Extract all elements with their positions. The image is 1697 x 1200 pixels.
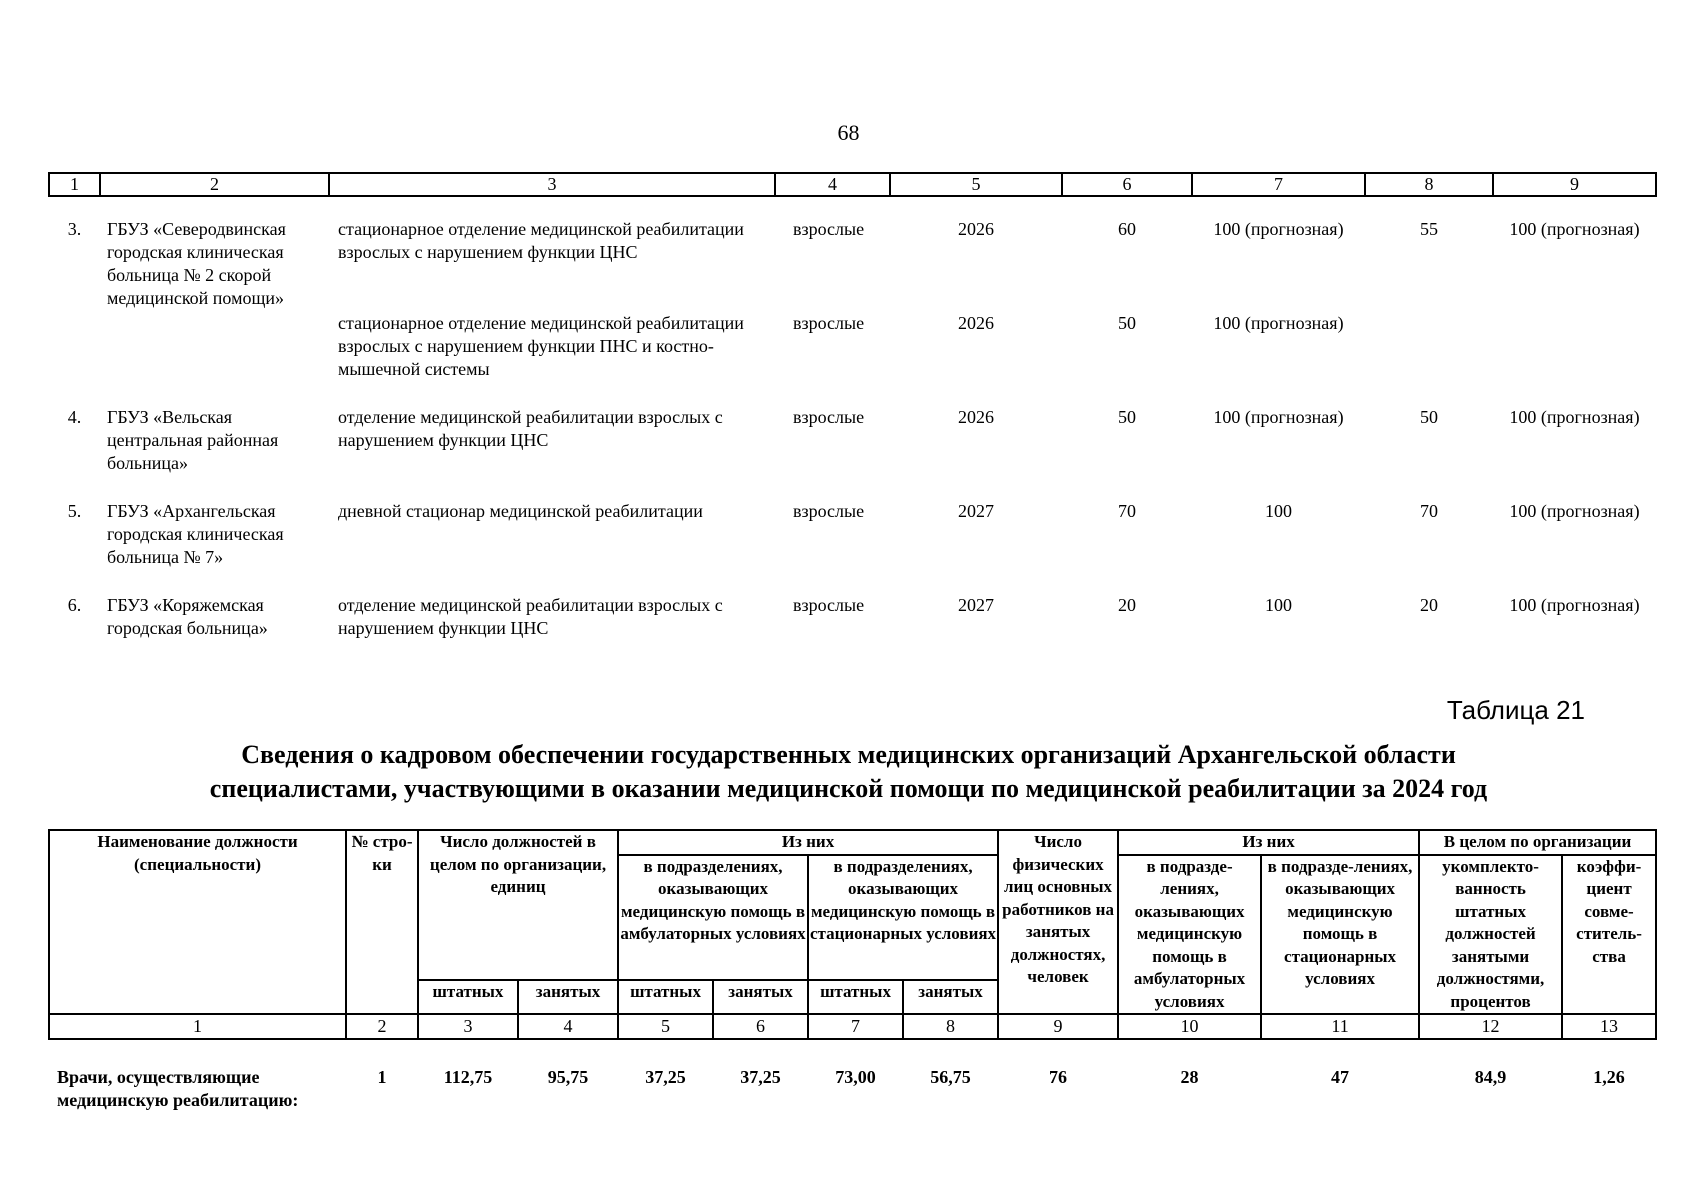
header-individuals: Число физических лиц основных работников на занятых должностях, человек — [998, 830, 1118, 1014]
value-col7: 100 (прогнозная) — [1213, 219, 1344, 239]
value-col6: 70 — [1118, 501, 1136, 521]
facilities-table — [48, 172, 1657, 654]
value-col6: 20 — [1118, 595, 1136, 615]
header-of-them: Из них — [618, 830, 998, 855]
value-col7: 100 — [1265, 501, 1292, 521]
table-title — [0, 738, 1697, 806]
value-col8: 55 — [1420, 219, 1438, 239]
column-number: 10 — [1118, 1014, 1261, 1039]
patient-type: взрослые — [793, 313, 865, 333]
header-ind-amb: в подразде-лениях, оказывающих медицинскую помощь в амбулаторных условиях — [1118, 855, 1261, 1015]
column-number: 5 — [618, 1014, 713, 1039]
column-number: 8 — [903, 1014, 998, 1039]
header-occupied: занятых — [518, 980, 618, 1014]
column-number: 6 — [1062, 173, 1192, 196]
cell-value: 84,9 — [1474, 1067, 1507, 1087]
year: 2027 — [958, 595, 994, 615]
column-number: 9 — [1493, 173, 1656, 196]
column-number: 4 — [775, 173, 890, 196]
value-col9 — [1493, 312, 1656, 406]
value-col7: 100 (прогнозная) — [1213, 313, 1344, 333]
cell-value: 73,00 — [835, 1067, 876, 1087]
column-number: 9 — [998, 1014, 1118, 1039]
organization-name: ГБУЗ «Северодвинская городская клиническая больница № 2 скорой медицинской помощи» — [107, 219, 286, 308]
column-number: 1 — [49, 1014, 346, 1039]
department-name: отделение медицинской реабилитации взрослых с нарушением функции ЦНС — [338, 407, 723, 450]
value-col8: 50 — [1420, 407, 1438, 427]
header-occupied: занятых — [713, 980, 808, 1014]
position-name: Врачи, осуществляющие медицинскую реабилитацию: — [57, 1067, 299, 1110]
header-staff: штатных — [618, 980, 713, 1014]
column-number: 13 — [1562, 1014, 1656, 1039]
value-col9: 100 (прогнозная) — [1509, 501, 1640, 521]
column-number: 1 — [49, 173, 100, 196]
column-number: 3 — [329, 173, 775, 196]
row-number: 5. — [67, 501, 82, 521]
header-staff: штатных — [808, 980, 903, 1014]
header-positions-total: Число должностей в целом по организации, единиц — [418, 830, 618, 980]
cell-value: 56,75 — [930, 1067, 971, 1087]
value-col7: 100 — [1265, 595, 1292, 615]
row-number: 4. — [67, 407, 82, 427]
column-number: 4 — [518, 1014, 618, 1039]
column-number: 8 — [1365, 173, 1493, 196]
value-col9: 100 (прогнозная) — [1509, 219, 1640, 239]
table-row — [49, 218, 1656, 312]
year: 2026 — [958, 407, 994, 427]
year: 2027 — [958, 501, 994, 521]
department-name: стационарное отделение медицинской реабилитации взрослых с нарушением функции ЦНС — [338, 219, 744, 262]
header-staff: штатных — [418, 980, 518, 1014]
organization-name: ГБУЗ «Вельская центральная районная больница» — [107, 407, 279, 473]
value-col8: 20 — [1420, 595, 1438, 615]
table-title-line: специалистами, участвующими в оказании медицинской помощи по медицинской реабилитации за 2024 год — [209, 774, 1488, 803]
value-col6: 60 — [1118, 219, 1136, 239]
patient-type: взрослые — [793, 595, 865, 615]
page-number: 68 — [837, 120, 860, 145]
table-row — [49, 500, 1656, 594]
header-of-them: Из них — [1118, 830, 1419, 855]
header-ind-stat: в подразде-лениях, оказывающих медицинскую помощь в стационарных условиях — [1261, 855, 1419, 1015]
header-occupied: занятых — [903, 980, 998, 1014]
row-number: 6. — [67, 595, 82, 615]
row-number: 1 — [377, 1067, 387, 1087]
header-staffing: укомплекто-ванность штатных должностей занятыми должностями, процентов — [1419, 855, 1562, 1015]
department-name: отделение медицинской реабилитации взрослых с нарушением функции ЦНС — [338, 595, 723, 638]
header-stat-units: в подразделениях, оказывающих медицинскую помощь в стационарных условиях — [808, 855, 998, 981]
organization-name: ГБУЗ «Коряжемская городская больница» — [107, 595, 268, 638]
table-row — [49, 1066, 1656, 1112]
column-number: 3 — [418, 1014, 518, 1039]
department-name: дневной стационар медицинской реабилитации — [338, 501, 703, 521]
year: 2026 — [958, 219, 994, 239]
patient-type: взрослые — [793, 501, 865, 521]
column-number: 2 — [346, 1014, 418, 1039]
column-number: 5 — [890, 173, 1062, 196]
column-number: 7 — [1192, 173, 1365, 196]
column-number: 6 — [713, 1014, 808, 1039]
column-number: 7 — [808, 1014, 903, 1039]
cell-value: 28 — [1180, 1067, 1199, 1087]
table-row — [49, 594, 1656, 654]
value-col9: 100 (прогнозная) — [1509, 595, 1640, 615]
column-number: 12 — [1419, 1014, 1562, 1039]
patient-type: взрослые — [793, 219, 865, 239]
cell-value: 1,26 — [1593, 1067, 1625, 1087]
cell-value: 112,75 — [443, 1067, 493, 1087]
year: 2026 — [958, 313, 994, 333]
column-number: 11 — [1261, 1014, 1419, 1039]
value-col9: 100 (прогнозная) — [1509, 407, 1640, 427]
table-title-line: Сведения о кадровом обеспечении государственных медицинских организаций Архангельской области — [241, 740, 1456, 769]
value-col8 — [1365, 312, 1493, 406]
cell-value: 76 — [1049, 1067, 1068, 1087]
row-number: 3. — [67, 219, 82, 239]
value-col8: 70 — [1420, 501, 1438, 521]
header-row-number: № стро-ки — [346, 830, 418, 1014]
table-row — [49, 406, 1656, 500]
header-org-total: В целом по организации — [1419, 830, 1656, 855]
cell-value: 37,25 — [740, 1067, 781, 1087]
department-name: стационарное отделение медицинской реабилитации взрослых с нарушением функции ПНС и костно-мышечной системы — [338, 313, 744, 379]
header-coefficient: коэффи-циент совме-ститель-ства — [1562, 855, 1656, 1015]
column-number-row — [49, 1014, 1656, 1039]
organization-name: ГБУЗ «Архангельская городская клиническая больница № 7» — [107, 501, 284, 567]
header-position: Наименование должности (специальности) — [49, 830, 346, 1014]
value-col7: 100 (прогнозная) — [1213, 407, 1344, 427]
column-number: 2 — [100, 173, 329, 196]
value-col6: 50 — [1118, 313, 1136, 333]
cell-value: 37,25 — [645, 1067, 686, 1087]
table-caption: Таблица 21 — [1446, 695, 1585, 725]
staffing-table — [48, 829, 1657, 1112]
value-col6: 50 — [1118, 407, 1136, 427]
cell-value: 95,75 — [547, 1067, 589, 1087]
patient-type: взрослые — [793, 407, 865, 427]
header-amb-units: в подразделениях, оказывающих медицинскую помощь в амбулаторных условиях — [618, 855, 808, 981]
column-number-row — [49, 173, 1656, 196]
cell-value: 47 — [1331, 1067, 1350, 1087]
